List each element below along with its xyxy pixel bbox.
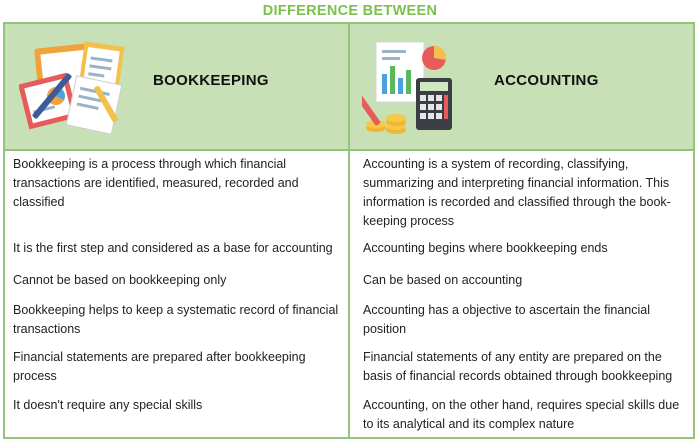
header-label-bookkeeping: BOOKKEEPING [153,72,269,89]
comparison-table [3,22,695,439]
list-item: Can be based on accounting [363,273,523,287]
documents-folder-icon [19,38,137,138]
list-item: Accounting is a system of recording, classifying, summarizing and interpreting financial information. This information is recorded and classified through the book-keeping process [363,157,671,228]
list-item: Cannot be based on bookkeeping only [13,273,227,287]
list-item: Accounting begins where bookkeeping ends [363,241,608,255]
list-item: It is the first step and considered as a base for accounting [13,241,333,255]
list-item: Accounting, on the other hand, requires special skills due to its analytical and its complex nature [363,398,680,431]
column-divider [348,24,350,437]
list-item: Bookkeeping is a process through which financial transactions are identified, measured, recorded and classified [13,157,299,209]
header-bookkeeping [5,24,348,149]
list-item: Accounting has a objective to ascertain the financial position [363,303,650,336]
header-accounting [350,24,693,149]
header-label-accounting: ACCOUNTING [494,72,599,89]
header-divider [5,149,693,151]
list-item: It doesn't require any special skills [13,398,203,412]
calculator-coins-chart-icon [362,38,462,138]
list-item: Financial statements are prepared after bookkeeping process [13,350,306,383]
page-title: DIFFERENCE BETWEEN [262,3,438,19]
list-item: Bookkeeping helps to keep a systematic record of financial transactions [13,303,339,336]
list-item: Financial statements of any entity are prepared on the basis of financial records obtained through bookkeeping [363,350,673,383]
